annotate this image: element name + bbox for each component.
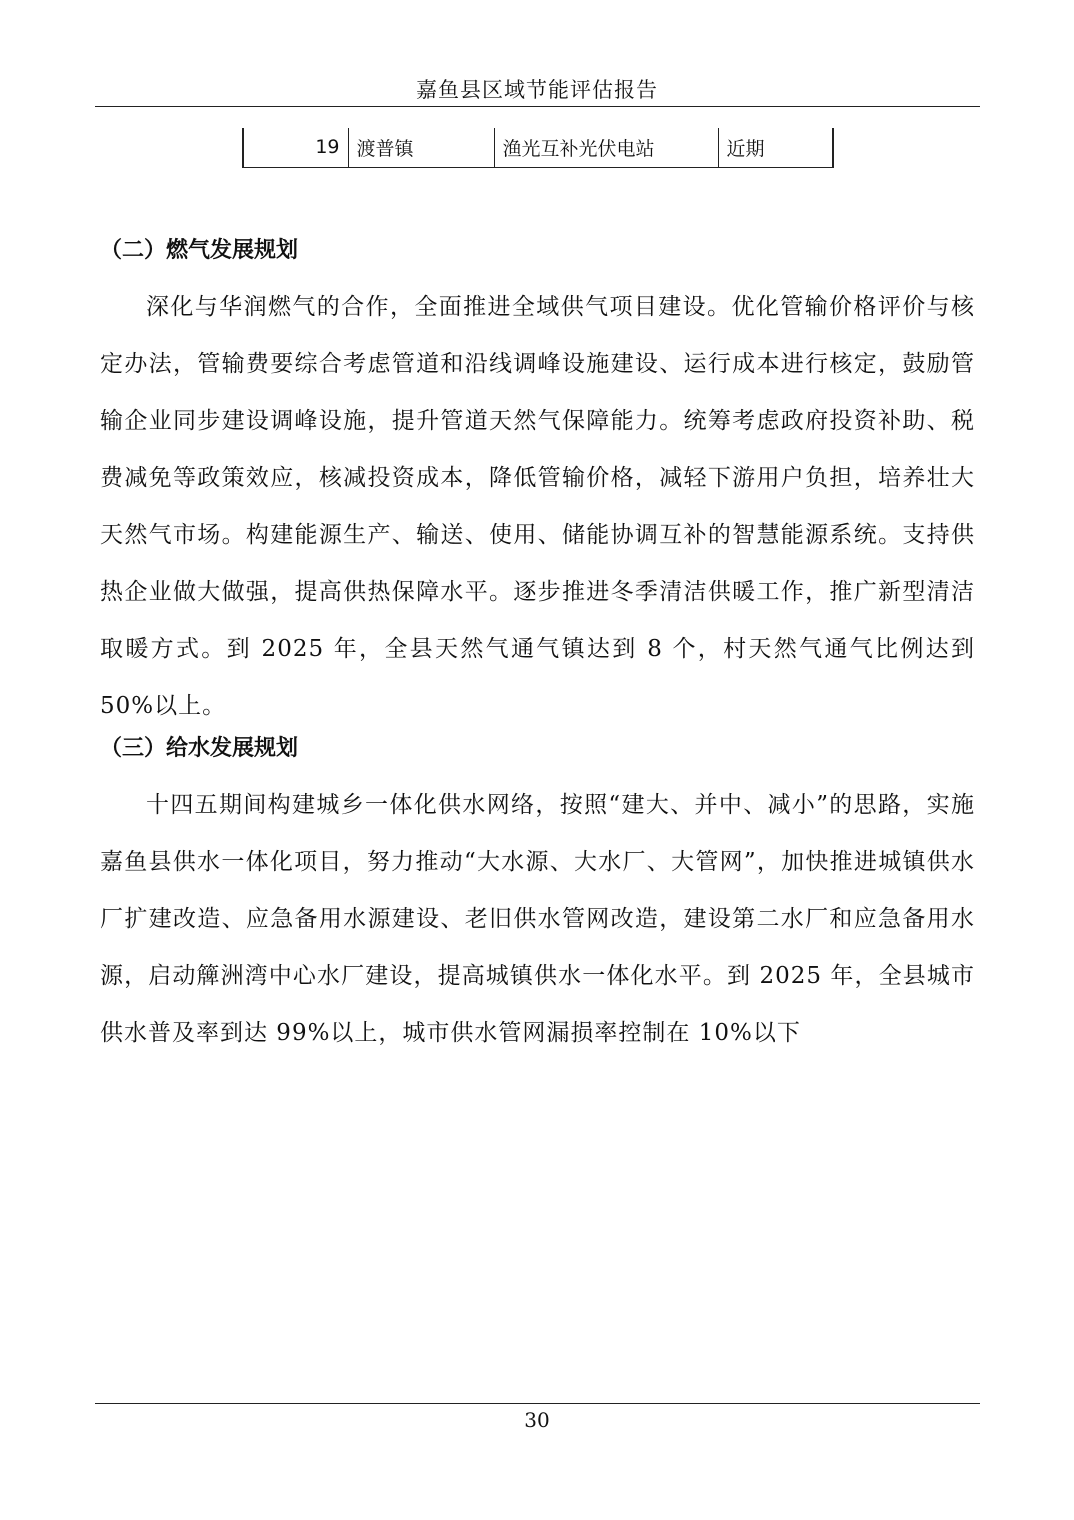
section-body-gas: 深化与华润燃气的合作，全面推进全域供气项目建设。优化管输价格评价与核定办法，管输费要综合考虑管道和沿线调峰设施建设、运行成本进行核定，鼓励管输企业同步建设调峰设施，提升管道天然气保障能力。统筹考虑政府投资补助、税费减免等政策效应，核减投资成本，降低管输价格，减轻下游用户负担，培养壮大天然气市场。构建能源生产、输送、使用、储能协调互补的智慧能源系统。支持供热企业做大做强，提高供热保障水平。逐步推进冬季清洁供暖工作，推广新型清洁取暖方式。到 2025 年，全县天然气通气镇达到 8 个，村天然气通气比例达到 50%以上。 xyxy=(100,294,975,719)
table-cell-index: 19 xyxy=(243,128,348,167)
section-body-water: 十四五期间构建城乡一体化供水网络，按照“建大、并中、减小”的思路，实施嘉鱼县供水一体化项目，努力推动“大水源、大水厂、大管网”，加快推进城镇供水厂扩建改造、应急备用水源建设、老旧供水管网改造，建设第二水厂和应急备用水源，启动簰洲湾中心水厂建设，提高城镇供水一体化水平。到 2025 年，全县城市供水普及率到达 99%以上，城市供水管网漏损率控制在 10%以下 xyxy=(100,792,975,1046)
table-cell-project: 渔光互补光伏电站 xyxy=(494,128,718,167)
page-header-title: 嘉鱼县区域节能评估报告 xyxy=(416,78,658,102)
project-table xyxy=(242,128,834,168)
table-row xyxy=(243,128,833,167)
table-cell-timeline: 近期 xyxy=(718,128,833,167)
section-heading-water: （三）给水发展规划 xyxy=(100,736,299,761)
table-cell-town: 渡普镇 xyxy=(348,128,494,167)
footer-divider xyxy=(95,1403,980,1404)
page-number: 30 xyxy=(524,1408,550,1432)
section-heading-gas: （二）燃气发展规划 xyxy=(100,238,299,263)
header-divider xyxy=(95,106,980,107)
